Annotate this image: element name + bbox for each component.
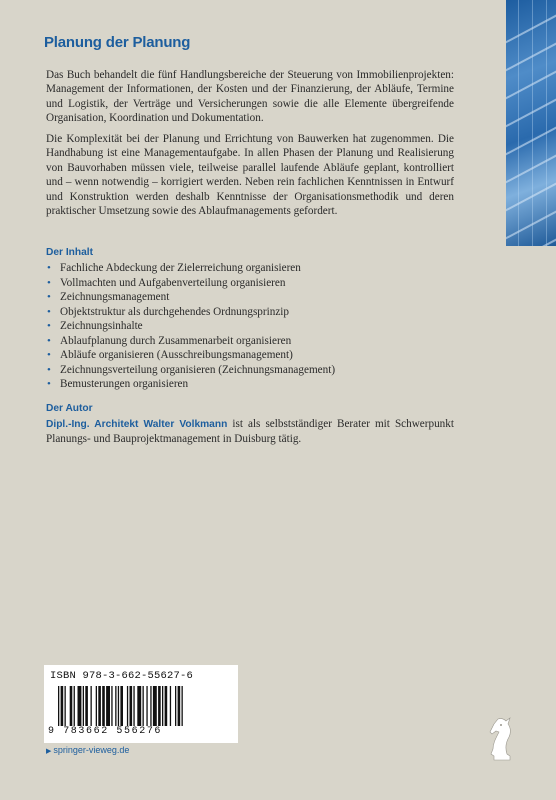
list-item: • Zeichnungsinhalte	[47, 320, 143, 332]
bullet-icon: •	[47, 276, 51, 289]
list-item: • Ablaufplanung durch Zusammenarbeit organisieren	[47, 334, 292, 347]
list-item: • Vollmachten und Aufgabenverteilung organisieren	[47, 276, 286, 289]
isbn-label: ISBN 978-3-662-55627-6	[50, 670, 194, 682]
list-item: • Bemusterungen organisieren	[47, 378, 189, 390]
glass-facade-image	[506, 0, 556, 246]
arrow-right-icon: ▶	[46, 748, 52, 755]
isbn-barcode	[44, 665, 238, 743]
list-item: • Objektstruktur als durchgehendes Ordnungsprinzip	[47, 305, 289, 318]
description-paragraph-1: Das Buch behandelt die fünf Handlungsbereiche der Steuerung von Immobilienprojekten: Management der Informationen, der Kosten und der Finanzierung, der Abläufe, Termine und Logistik, der Verträge und Versicherungen sowie die alle Elemente übergreifende Organisation, Koordination und Dokumentation.	[46, 69, 454, 125]
bullet-icon: •	[47, 363, 51, 376]
bullet-icon: •	[47, 334, 51, 347]
barcode-digits: 9 783662 556276	[48, 726, 163, 737]
author-heading: Der Autor	[46, 403, 93, 414]
springer-knight-logo	[484, 712, 516, 762]
contents-list	[46, 261, 335, 392]
publisher-link[interactable]	[46, 745, 129, 755]
author-bio	[46, 417, 454, 447]
list-item: • Zeichnungsverteilung organisieren (Zeichnungsmanagement)	[47, 363, 336, 376]
list-item: • Zeichnungsmanagement	[47, 291, 170, 303]
bullet-icon: •	[47, 291, 51, 303]
bullet-icon: •	[47, 378, 51, 390]
author-name: Dipl.-Ing. Architekt Walter Volkmann	[46, 419, 228, 430]
barcode-icon	[58, 686, 228, 726]
author-description: ist als selbstständiger Berater mit Schwerpunkt Planungs- und Bauprojektmanagement in Duisburg tätig.	[46, 418, 454, 446]
publisher-url: springer-vieweg.de	[53, 745, 130, 755]
bullet-icon: •	[47, 320, 51, 332]
bullet-icon: •	[47, 262, 51, 274]
contents-heading: Der Inhalt	[46, 247, 93, 258]
book-title: Planung der Planung	[44, 34, 191, 51]
list-item: • Abläufe organisieren (Ausschreibungsmanagement)	[47, 349, 293, 361]
bullet-icon: •	[47, 305, 51, 318]
bullet-icon: •	[47, 349, 51, 361]
description-paragraph-2: Die Komplexität bei der Planung und Errichtung von Bauwerken hat zugenommen. Die Handhabung ist eine Managementaufgabe. In allen Phasen der Planung und Realisierung von Bauvorhaben müssen viele, teilweise parallel laufende Abläufe geplant, kontrolliert und – wenn notwendig – korrigiert werden. Neben rein fachlichen Kenntnissen in Entwurf und Konstruktion werden deshalb Kenntnisse der Organisationsmethodik und deren praktischer Umsetzung sowie des Ablaufmanagements gefordert.	[46, 133, 454, 218]
list-item: • Fachliche Abdeckung der Zielerreichung organisieren	[47, 262, 301, 274]
